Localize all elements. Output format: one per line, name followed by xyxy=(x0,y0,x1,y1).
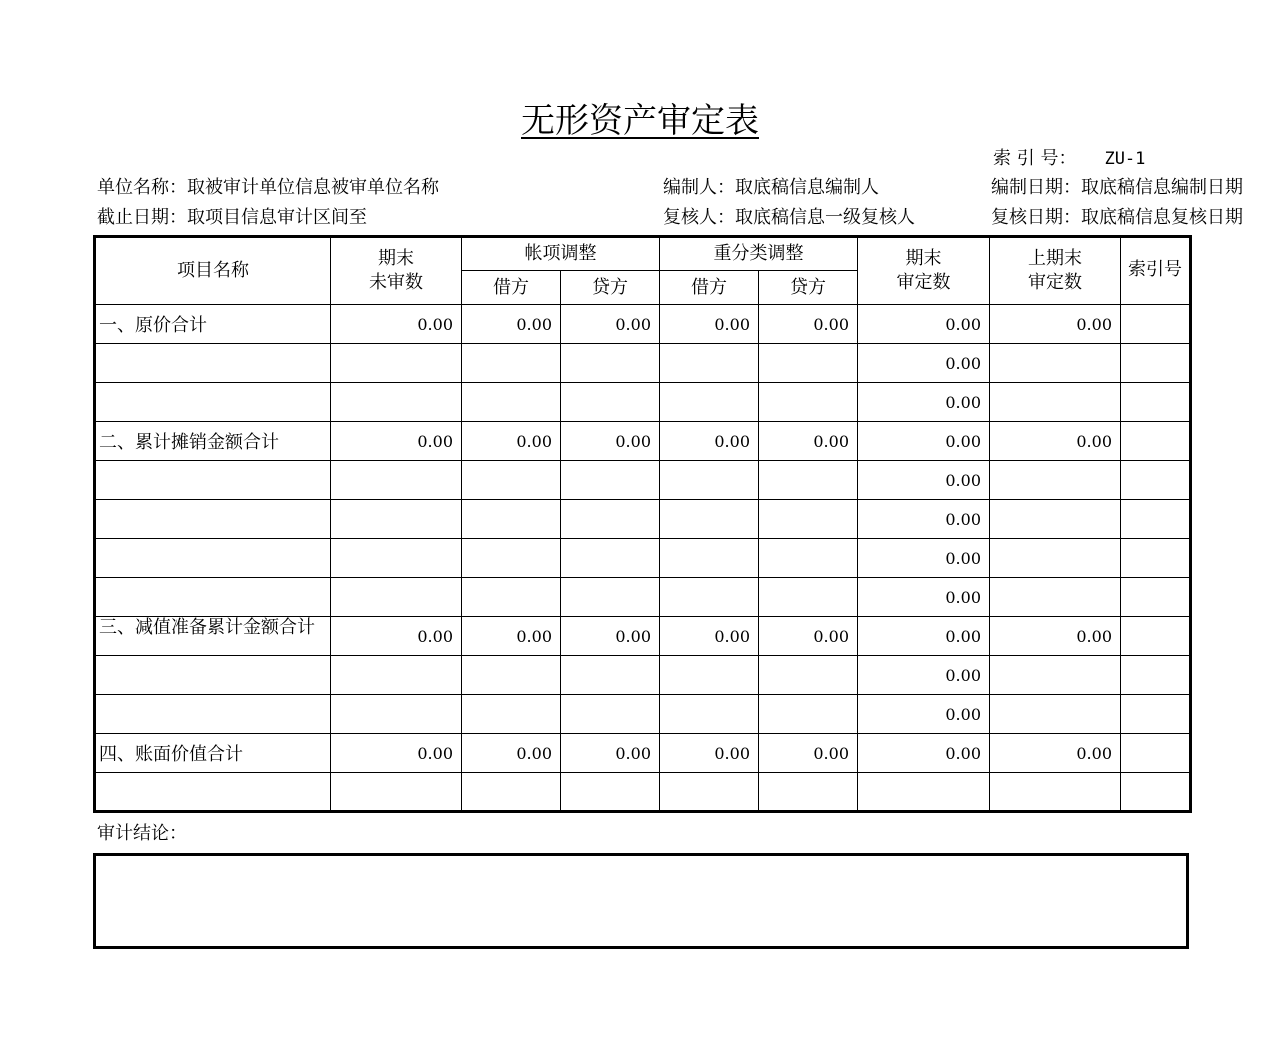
cell-reference[interactable] xyxy=(1121,383,1191,422)
cell-prior-audited[interactable]: 0.00 xyxy=(990,617,1121,656)
cell-unaudited[interactable] xyxy=(331,383,462,422)
cell-reclass-debit[interactable] xyxy=(660,461,759,500)
cell-account-credit[interactable]: 0.00 xyxy=(561,734,660,773)
cell-reference[interactable] xyxy=(1121,422,1191,461)
header-audited-line2: 审定数 xyxy=(896,272,951,293)
cell-unaudited[interactable]: 0.00 xyxy=(331,305,462,344)
preparer-value: 取底稿信息编制人 xyxy=(735,177,879,198)
cell-item-name[interactable] xyxy=(95,578,331,617)
cell-item-name[interactable] xyxy=(95,656,331,695)
cell-account-debit[interactable] xyxy=(462,383,561,422)
header-audited-line1: 期末 xyxy=(905,248,942,269)
cell-reclass-credit[interactable] xyxy=(759,344,858,383)
cell-reference[interactable] xyxy=(1121,500,1191,539)
reviewer-line xyxy=(663,206,983,230)
cell-reference[interactable] xyxy=(1121,578,1191,617)
table-row xyxy=(95,383,1191,422)
cell-prior-audited[interactable]: 0.00 xyxy=(990,734,1121,773)
cell-account-debit[interactable] xyxy=(462,695,561,734)
cell-reclass-debit[interactable] xyxy=(660,773,759,812)
cell-prior-audited[interactable] xyxy=(990,539,1121,578)
cell-item-name[interactable]: 一、原价合计 xyxy=(95,305,331,344)
cell-unaudited[interactable]: 0.00 xyxy=(331,734,462,773)
cutoff-line xyxy=(97,206,617,230)
unit-label: 单位名称： xyxy=(97,177,187,198)
cell-prior-audited[interactable]: 0.00 xyxy=(990,305,1121,344)
cell-account-credit[interactable] xyxy=(561,539,660,578)
header-unaudited xyxy=(331,237,462,305)
cell-prior-audited[interactable] xyxy=(990,500,1121,539)
cell-reclass-credit[interactable] xyxy=(759,578,858,617)
cell-item-name[interactable] xyxy=(95,461,331,500)
page-title-text: 无形资产审定表 xyxy=(521,101,759,141)
conclusion-label: 审计结论： xyxy=(97,823,187,844)
cell-account-debit[interactable] xyxy=(462,578,561,617)
cell-item-name[interactable] xyxy=(95,344,331,383)
table-row xyxy=(95,344,1191,383)
cell-reclass-credit[interactable]: 0.00 xyxy=(759,305,858,344)
cell-unaudited[interactable] xyxy=(331,578,462,617)
table-row xyxy=(95,734,1191,773)
cell-unaudited[interactable] xyxy=(331,344,462,383)
conclusion-box[interactable] xyxy=(93,853,1189,949)
cell-unaudited[interactable] xyxy=(331,461,462,500)
cell-audited[interactable]: 0.00 xyxy=(858,539,990,578)
table-row xyxy=(95,500,1191,539)
table-row xyxy=(95,422,1191,461)
header-item-name: 项目名称 xyxy=(95,237,331,305)
cell-reference[interactable] xyxy=(1121,617,1191,656)
cell-unaudited[interactable] xyxy=(331,539,462,578)
cell-reclass-credit[interactable] xyxy=(759,539,858,578)
cell-prior-audited[interactable] xyxy=(990,461,1121,500)
cell-item-name[interactable]: 四、账面价值合计 xyxy=(95,734,331,773)
table-row xyxy=(95,461,1191,500)
prep-date-label: 编制日期： xyxy=(991,177,1081,198)
prep-date-line xyxy=(991,176,1243,200)
cell-reclass-debit[interactable] xyxy=(660,383,759,422)
cutoff-label: 截止日期： xyxy=(97,207,187,228)
table-row xyxy=(95,305,1191,344)
cell-item-name[interactable] xyxy=(95,383,331,422)
table-row xyxy=(95,578,1191,617)
cell-account-credit[interactable]: 0.00 xyxy=(561,617,660,656)
table-row xyxy=(95,539,1191,578)
cell-audited[interactable]: 0.00 xyxy=(858,500,990,539)
cell-audited[interactable]: 0.00 xyxy=(858,656,990,695)
cell-reclass-credit[interactable]: 0.00 xyxy=(759,422,858,461)
cell-audited[interactable]: 0.00 xyxy=(858,695,990,734)
table-row xyxy=(95,656,1191,695)
cell-reclass-debit[interactable] xyxy=(660,500,759,539)
cell-account-credit[interactable] xyxy=(561,500,660,539)
review-date-line xyxy=(991,206,1243,230)
header-audited xyxy=(858,237,990,305)
header-prior-audited xyxy=(990,237,1121,305)
cell-audited[interactable] xyxy=(858,773,990,812)
reviewer-label: 复核人： xyxy=(663,207,735,228)
cell-reclass-credit[interactable] xyxy=(759,773,858,812)
cell-account-debit[interactable] xyxy=(462,773,561,812)
cell-account-debit[interactable] xyxy=(462,656,561,695)
preparer-line xyxy=(663,176,983,200)
cell-account-credit[interactable] xyxy=(561,344,660,383)
cell-unaudited[interactable] xyxy=(331,695,462,734)
cell-reclass-debit[interactable]: 0.00 xyxy=(660,305,759,344)
cell-reclass-debit[interactable]: 0.00 xyxy=(660,422,759,461)
cell-account-debit[interactable]: 0.00 xyxy=(462,617,561,656)
review-date-label: 复核日期： xyxy=(991,207,1081,228)
cell-reclass-debit[interactable] xyxy=(660,656,759,695)
table-row xyxy=(95,617,1191,656)
table-row xyxy=(95,695,1191,734)
cell-reclass-credit[interactable] xyxy=(759,461,858,500)
cell-prior-audited[interactable] xyxy=(990,695,1121,734)
cell-reclass-credit[interactable] xyxy=(759,500,858,539)
cell-account-debit[interactable] xyxy=(462,500,561,539)
header-reclass-debit: 借方 xyxy=(660,271,759,305)
table-body xyxy=(95,305,1191,812)
cell-audited[interactable]: 0.00 xyxy=(858,305,990,344)
header-prior-line2: 审定数 xyxy=(1028,272,1082,293)
cell-reference[interactable] xyxy=(1121,305,1191,344)
cell-reclass-debit[interactable] xyxy=(660,578,759,617)
cell-item-name[interactable] xyxy=(95,539,331,578)
cell-reclass-credit[interactable] xyxy=(759,383,858,422)
cell-reclass-debit[interactable] xyxy=(660,539,759,578)
review-date-value: 取底稿信息复核日期 xyxy=(1081,207,1243,228)
cell-account-credit[interactable] xyxy=(561,695,660,734)
cell-prior-audited[interactable] xyxy=(990,656,1121,695)
cell-item-name[interactable] xyxy=(95,695,331,734)
cell-audited[interactable]: 0.00 xyxy=(858,461,990,500)
cell-reference[interactable] xyxy=(1121,734,1191,773)
cell-reference[interactable] xyxy=(1121,656,1191,695)
cell-prior-audited[interactable] xyxy=(990,383,1121,422)
cell-account-debit[interactable] xyxy=(462,461,561,500)
cell-reference[interactable] xyxy=(1121,344,1191,383)
cell-audited[interactable]: 0.00 xyxy=(858,422,990,461)
cell-reclass-credit[interactable]: 0.00 xyxy=(759,617,858,656)
audit-table xyxy=(93,235,1192,813)
cell-reclass-debit[interactable]: 0.00 xyxy=(660,734,759,773)
unit-value: 取被审计单位信息被审单位名称 xyxy=(187,177,439,198)
cell-reclass-debit[interactable] xyxy=(660,344,759,383)
unit-line xyxy=(97,176,617,200)
index-value: ZU-1 xyxy=(1104,149,1146,169)
cell-audited[interactable]: 0.00 xyxy=(858,734,990,773)
cell-reclass-debit[interactable]: 0.00 xyxy=(660,617,759,656)
table-row xyxy=(95,773,1191,812)
header-prior-line1: 上期末 xyxy=(1028,248,1082,269)
cell-audited[interactable]: 0.00 xyxy=(858,578,990,617)
cell-account-debit[interactable] xyxy=(462,539,561,578)
cell-audited[interactable]: 0.00 xyxy=(858,344,990,383)
header-account-debit: 借方 xyxy=(462,271,561,305)
cell-account-credit[interactable] xyxy=(561,656,660,695)
header-reclass-credit: 贷方 xyxy=(759,271,858,305)
cell-reclass-debit[interactable] xyxy=(660,695,759,734)
cell-prior-audited[interactable] xyxy=(990,773,1121,812)
cell-reclass-credit[interactable] xyxy=(759,656,858,695)
cell-audited[interactable]: 0.00 xyxy=(858,617,990,656)
header-unaudited-line2: 未审数 xyxy=(369,272,423,293)
cell-audited[interactable]: 0.00 xyxy=(858,383,990,422)
cell-reference[interactable] xyxy=(1121,695,1191,734)
reviewer-value: 取底稿信息一级复核人 xyxy=(735,207,915,228)
cell-prior-audited[interactable] xyxy=(990,578,1121,617)
cell-unaudited[interactable] xyxy=(331,500,462,539)
cell-unaudited[interactable]: 0.00 xyxy=(331,422,462,461)
cell-account-credit[interactable] xyxy=(561,383,660,422)
header-reclass-adjustment: 重分类调整 xyxy=(660,237,858,271)
cell-reference[interactable] xyxy=(1121,539,1191,578)
cell-item-name[interactable]: 二、累计摊销金额合计 xyxy=(95,422,331,461)
preparer-label: 编制人： xyxy=(663,177,735,198)
cell-item-name[interactable] xyxy=(95,500,331,539)
cell-account-debit[interactable]: 0.00 xyxy=(462,305,561,344)
prep-date-value: 取底稿信息编制日期 xyxy=(1081,177,1243,198)
cell-account-debit[interactable]: 0.00 xyxy=(462,422,561,461)
index-label: 索 引 号： xyxy=(993,148,1077,169)
cell-prior-audited[interactable] xyxy=(990,344,1121,383)
cell-reference[interactable] xyxy=(1121,461,1191,500)
cell-account-credit[interactable] xyxy=(561,461,660,500)
header-account-credit: 贷方 xyxy=(561,271,660,305)
cell-account-credit[interactable] xyxy=(561,773,660,812)
header-account-adjustment: 帐项调整 xyxy=(462,237,660,271)
cell-reclass-credit[interactable]: 0.00 xyxy=(759,734,858,773)
cutoff-value: 取项目信息审计区间至 xyxy=(187,207,367,228)
page-title xyxy=(0,98,1280,144)
cell-item-name[interactable] xyxy=(95,773,331,812)
cell-unaudited[interactable]: 0.00 xyxy=(331,617,462,656)
cell-reference[interactable] xyxy=(1121,773,1191,812)
cell-reclass-credit[interactable] xyxy=(759,695,858,734)
cell-account-credit[interactable] xyxy=(561,578,660,617)
header-reference: 索引号 xyxy=(1121,237,1191,305)
cell-unaudited[interactable] xyxy=(331,656,462,695)
cell-prior-audited[interactable]: 0.00 xyxy=(990,422,1121,461)
cell-account-credit[interactable]: 0.00 xyxy=(561,422,660,461)
index-line xyxy=(993,147,1183,171)
cell-unaudited[interactable] xyxy=(331,773,462,812)
cell-account-debit[interactable]: 0.00 xyxy=(462,734,561,773)
cell-item-name[interactable]: 三、减值准备累计金额合计 xyxy=(95,617,331,656)
header-unaudited-line1: 期末 xyxy=(378,248,414,269)
cell-account-debit[interactable] xyxy=(462,344,561,383)
cell-account-credit[interactable]: 0.00 xyxy=(561,305,660,344)
